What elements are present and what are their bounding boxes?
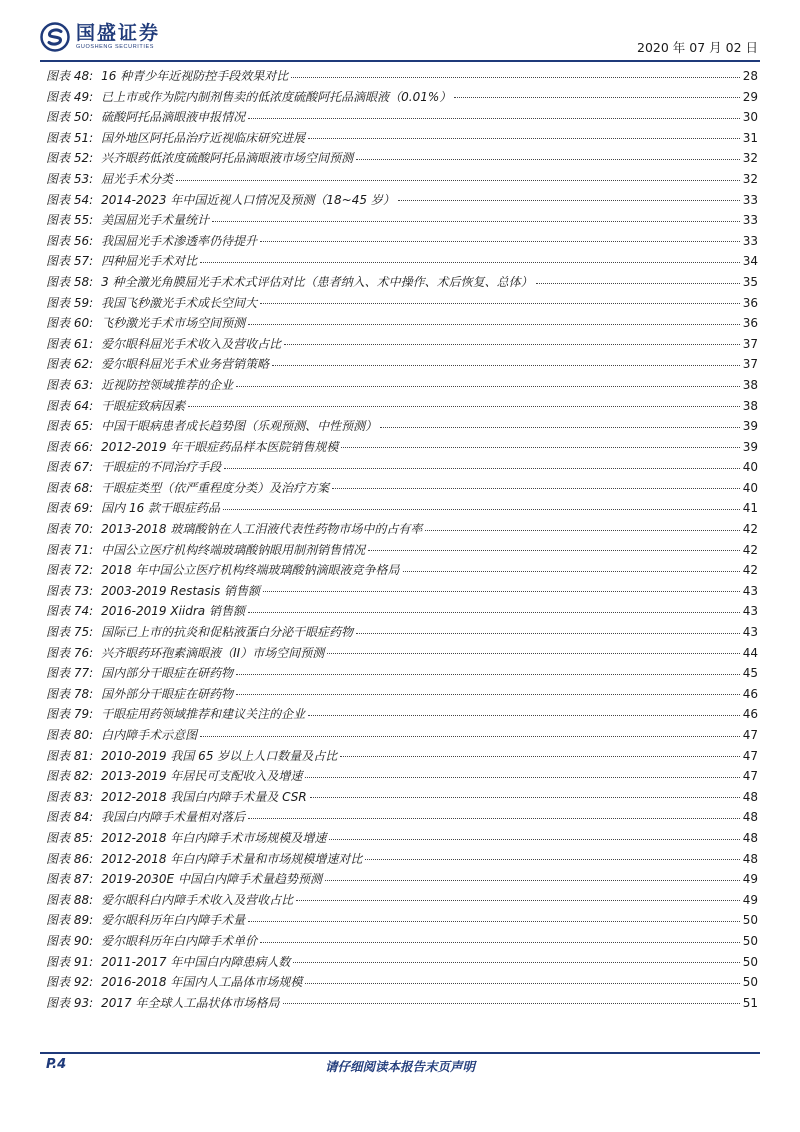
toc-entry[interactable] [46, 890, 758, 911]
toc-page-number: 50 [742, 954, 758, 969]
toc-figure-title: 中国干眼病患者成长趋势图（乐观预测、中性预测） [101, 419, 378, 434]
toc-dot-leader [340, 756, 739, 757]
footer-disclaimer: 请仔细阅读本报告末页声明 [324, 1059, 475, 1074]
toc-page-number: 39 [742, 419, 758, 434]
toc-entry[interactable] [46, 663, 758, 684]
toc-figure-label: 图表 63: [46, 377, 94, 392]
toc-figure-title: 国内部分干眼症在研药物 [101, 666, 234, 681]
toc-figure-label: 图表 86: [46, 851, 94, 866]
toc-figure-label: 图表 51: [46, 130, 94, 145]
toc-figure-title: 爱尔眼科屈光手术收入及营收占比 [101, 336, 282, 351]
toc-figure-label: 图表 69: [46, 501, 94, 516]
toc-entry[interactable] [46, 375, 758, 396]
toc-page-number: 41 [742, 501, 758, 516]
toc-figure-title: 2003-2019 Restasis 销售额 [101, 583, 261, 598]
toc-figure-title: 四种屈光手术对比 [101, 254, 198, 269]
toc-entry[interactable] [46, 952, 758, 973]
toc-figure-label: 图表 48: [46, 69, 94, 83]
toc-page-number: 45 [742, 666, 758, 681]
toc-page-number: 30 [742, 110, 758, 125]
toc-page-number: 46 [742, 686, 758, 701]
toc-figure-title: 国际已上市的抗炎和促粘液蛋白分泌干眼症药物 [101, 625, 354, 640]
toc-figure-title: 国外地区阿托品治疗近视临床研究进展 [101, 130, 306, 145]
header-divider [40, 60, 760, 62]
toc-figure-label: 图表 85: [46, 830, 94, 845]
toc-figure-title: 2018 年中国公立医疗机构终端玻璃酸钠滴眼液竞争格局 [101, 563, 400, 578]
toc-page-number: 48 [742, 830, 758, 845]
toc-page-number: 44 [742, 645, 758, 660]
toc-figure-title: 2013-2018 玻璃酸钠在人工泪液代表性药物市场中的占有率 [101, 522, 423, 537]
toc-dot-leader [305, 983, 739, 984]
toc-figure-title: 2012-2018 我国白内障手术量及 CSR [101, 789, 307, 804]
toc-page-number: 28 [742, 69, 758, 83]
toc-entry[interactable] [46, 128, 758, 149]
toc-dot-leader [368, 550, 740, 551]
toc-page-number: 33 [742, 192, 758, 207]
toc-entry[interactable] [46, 334, 758, 355]
toc-dot-leader [536, 283, 740, 284]
toc-dot-leader [248, 818, 740, 819]
footer-divider [40, 1052, 760, 1054]
guosheng-logo-icon [40, 22, 70, 52]
toc-entry[interactable] [46, 519, 758, 540]
toc-dot-leader [356, 633, 740, 634]
toc-page-number: 36 [742, 295, 758, 310]
toc-entry[interactable] [46, 849, 758, 870]
toc-figure-title: 我国白内障手术量相对落后 [101, 810, 246, 825]
toc-page-number: 47 [742, 748, 758, 763]
toc-entry[interactable] [46, 498, 758, 519]
toc-figure-label: 图表 93: [46, 995, 94, 1010]
toc-figure-label: 图表 89: [46, 913, 94, 928]
toc-dot-leader [263, 591, 740, 592]
toc-entry[interactable] [46, 601, 758, 622]
toc-page-number: 29 [742, 89, 758, 104]
toc-figure-label: 图表 56: [46, 233, 94, 248]
toc-figure-label: 图表 79: [46, 707, 94, 722]
toc-figure-label: 图表 58: [46, 274, 94, 289]
toc-figure-title: 2011-2017 年中国白内障患病人数 [101, 954, 291, 969]
toc-figure-title: 2010-2019 我国 65 岁以上人口数量及占比 [101, 748, 338, 763]
toc-figure-label: 图表 52: [46, 151, 94, 166]
toc-dot-leader [291, 77, 739, 78]
toc-figure-title: 国外部分干眼症在研药物 [101, 686, 234, 701]
toc-entry[interactable] [46, 787, 758, 808]
toc-figure-title: 屈光手术分类 [101, 171, 174, 186]
toc-figure-label: 图表 68: [46, 480, 94, 495]
toc-entry[interactable] [46, 560, 758, 581]
toc-page-number: 46 [742, 707, 758, 722]
logo-chinese-name: 国盛证券 [76, 22, 161, 44]
toc-figure-label: 图表 92: [46, 975, 94, 990]
toc-figure-title: 飞秒激光手术市场空间预测 [101, 316, 246, 331]
toc-page-number: 33 [742, 233, 758, 248]
toc-entry[interactable] [46, 293, 758, 314]
toc-dot-leader [248, 118, 740, 119]
toc-page-number: 31 [742, 130, 758, 145]
toc-figure-label: 图表 50: [46, 110, 94, 125]
toc-page-number: 33 [742, 213, 758, 228]
toc-dot-leader [332, 488, 740, 489]
report-date: 2020 年 07 月 02 日 [637, 40, 758, 55]
logo-english-name: GUOSHENG SECURITIES [76, 44, 155, 50]
toc-page-number: 36 [742, 316, 758, 331]
toc-dot-leader [176, 180, 740, 181]
toc-page-number: 50 [742, 913, 758, 928]
toc-figure-label: 图表 49: [46, 89, 94, 104]
toc-figure-label: 图表 53: [46, 171, 94, 186]
toc-dot-leader [365, 859, 739, 860]
toc-figure-label: 图表 78: [46, 686, 94, 701]
toc-page-number: 39 [742, 439, 758, 454]
toc-entry[interactable] [46, 622, 758, 643]
toc-figure-title: 中国公立医疗机构终端玻璃酸钠眼用制剂销售情况 [101, 542, 366, 557]
toc-dot-leader [329, 839, 739, 840]
toc-figure-label: 图表 57: [46, 254, 94, 269]
toc-figure-label: 图表 64: [46, 398, 94, 413]
toc-figure-title: 2012-2018 年白内障手术市场规模及增速 [101, 830, 327, 845]
toc-entry[interactable] [46, 457, 758, 478]
toc-figure-label: 图表 55: [46, 213, 94, 228]
toc-figure-title: 我国飞秒激光手术成长空间大 [101, 295, 258, 310]
toc-entry[interactable] [46, 478, 758, 499]
figure-index-list [46, 66, 758, 1013]
company-logo [40, 22, 160, 52]
toc-page-number: 49 [742, 872, 758, 887]
toc-figure-label: 图表 87: [46, 872, 94, 887]
toc-figure-label: 图表 74: [46, 604, 94, 619]
toc-entry[interactable] [46, 725, 758, 746]
toc-figure-title: 干眼症的不同治疗手段 [101, 460, 222, 475]
toc-page-number: 51 [742, 995, 758, 1010]
toc-dot-leader [223, 509, 740, 510]
toc-figure-label: 图表 88: [46, 892, 94, 907]
toc-figure-label: 图表 67: [46, 460, 94, 475]
toc-dot-leader [296, 900, 740, 901]
toc-figure-label: 图表 90: [46, 933, 94, 948]
toc-dot-leader [272, 365, 740, 366]
toc-page-number: 35 [742, 274, 758, 289]
toc-figure-title: 兴齐眼药环孢素滴眼液（II）市场空间预测 [101, 645, 325, 660]
toc-page-number: 42 [742, 522, 758, 537]
toc-figure-title: 爱尔眼科屈光手术业务营销策略 [101, 357, 270, 372]
toc-dot-leader [236, 694, 740, 695]
toc-entry[interactable] [46, 416, 758, 437]
toc-entry[interactable] [46, 540, 758, 561]
toc-figure-title: 干眼症致病因素 [101, 398, 186, 413]
toc-dot-leader [188, 406, 740, 407]
toc-page-number: 42 [742, 542, 758, 557]
toc-dot-leader [380, 427, 740, 428]
toc-figure-label: 图表 60: [46, 316, 94, 331]
toc-page-number: 38 [742, 377, 758, 392]
toc-figure-label: 图表 66: [46, 439, 94, 454]
toc-page-number: 50 [742, 933, 758, 948]
toc-page-number: 38 [742, 398, 758, 413]
toc-figure-title: 2017 年全球人工晶状体市场格局 [101, 995, 280, 1010]
toc-entry[interactable] [46, 972, 758, 993]
page-header [0, 0, 800, 62]
toc-entry[interactable] [46, 746, 758, 767]
toc-page-number: 40 [742, 480, 758, 495]
toc-dot-leader [236, 386, 740, 387]
toc-dot-leader [454, 97, 739, 98]
toc-dot-leader [425, 530, 739, 531]
toc-figure-title: 3 种全激光角膜屈光手术术式评估对比（患者纳入、术中操作、术后恢复、总体） [101, 274, 533, 289]
toc-figure-label: 图表 70: [46, 522, 94, 537]
toc-figure-title: 爱尔眼科历年白内障手术单价 [101, 933, 258, 948]
toc-dot-leader [212, 221, 740, 222]
toc-entry[interactable] [46, 828, 758, 849]
toc-page-number: 49 [742, 892, 758, 907]
toc-figure-title: 2012-2019 年干眼症药品样本医院销售规模 [101, 439, 339, 454]
toc-figure-label: 图表 61: [46, 336, 94, 351]
toc-figure-label: 图表 82: [46, 769, 94, 784]
toc-figure-label: 图表 65: [46, 419, 94, 434]
toc-dot-leader [327, 653, 739, 654]
toc-page-number: 34 [742, 254, 758, 269]
toc-dot-leader [248, 612, 740, 613]
toc-figure-title: 白内障手术示意图 [101, 728, 198, 742]
toc-page-number: 42 [742, 563, 758, 578]
toc-dot-leader [308, 715, 740, 716]
toc-figure-title: 2014-2023 年中国近视人口情况及预测（18~45 岁） [101, 192, 395, 207]
toc-figure-title: 16 种青少年近视防控手段效果对比 [101, 69, 289, 83]
toc-figure-label: 图表 73: [46, 583, 94, 598]
toc-entry[interactable] [46, 437, 758, 458]
toc-page-number: 43 [742, 583, 758, 598]
toc-dot-leader [356, 159, 740, 160]
toc-dot-leader [293, 962, 739, 963]
toc-figure-title: 已上市或作为院内制剂售卖的低浓度硫酸阿托品滴眼液（0.01%） [101, 89, 452, 104]
toc-page-number: 48 [742, 810, 758, 825]
toc-figure-title: 2019-2030E 中国白内障手术量趋势预测 [101, 872, 322, 887]
toc-entry[interactable] [46, 169, 758, 190]
toc-dot-leader [325, 880, 740, 881]
toc-figure-label: 图表 80: [46, 728, 94, 742]
toc-figure-title: 硫酸阿托品滴眼液申报情况 [101, 110, 246, 125]
toc-entry[interactable] [46, 87, 758, 108]
toc-entry[interactable] [46, 148, 758, 169]
toc-figure-label: 图表 72: [46, 563, 94, 578]
toc-figure-label: 图表 76: [46, 645, 94, 660]
page-number: P.4 [46, 1057, 67, 1072]
toc-entry[interactable] [46, 704, 758, 725]
toc-dot-leader [310, 797, 740, 798]
toc-dot-leader [236, 674, 740, 675]
toc-dot-leader [305, 777, 739, 778]
toc-figure-label: 图表 84: [46, 810, 94, 825]
toc-page-number: 32 [742, 151, 758, 166]
toc-dot-leader [341, 447, 739, 448]
toc-figure-title: 干眼症类型（依严重程度分类）及治疗方案 [101, 480, 330, 495]
toc-figure-title: 我国屈光手术渗透率仍待提升 [101, 233, 258, 248]
toc-page-number: 40 [742, 460, 758, 475]
toc-entry[interactable] [46, 766, 758, 787]
toc-figure-label: 图表 83: [46, 789, 94, 804]
toc-figure-title: 2016-2019 Xiidra 销售额 [101, 604, 245, 619]
toc-entry[interactable] [46, 869, 758, 890]
toc-entry[interactable] [46, 66, 758, 87]
toc-figure-title: 2013-2019 年居民可支配收入及增速 [101, 769, 303, 784]
toc-entry[interactable] [46, 396, 758, 417]
toc-dot-leader [308, 138, 740, 139]
toc-entry[interactable] [46, 993, 758, 1014]
toc-page-number: 48 [742, 789, 758, 804]
toc-figure-title: 干眼症用药领域推荐和建议关注的企业 [101, 707, 306, 722]
toc-dot-leader [403, 571, 740, 572]
toc-entry[interactable] [46, 190, 758, 211]
toc-dot-leader [283, 1003, 740, 1004]
toc-figure-label: 图表 59: [46, 295, 94, 310]
toc-figure-title: 美国屈光手术量统计 [101, 213, 210, 228]
toc-entry[interactable] [46, 581, 758, 602]
toc-figure-title: 爱尔眼科白内障手术收入及营收占比 [101, 892, 294, 907]
toc-figure-title: 兴齐眼药低浓度硫酸阿托品滴眼液市场空间预测 [101, 151, 354, 166]
toc-dot-leader [248, 324, 740, 325]
toc-dot-leader [260, 942, 740, 943]
toc-page-number: 37 [742, 336, 758, 351]
toc-figure-label: 图表 91: [46, 954, 94, 969]
toc-dot-leader [260, 303, 740, 304]
toc-page-number: 32 [742, 171, 758, 186]
toc-dot-leader [260, 241, 740, 242]
toc-entry[interactable] [46, 210, 758, 231]
toc-figure-title: 国内 16 款干眼症药品 [101, 501, 221, 516]
toc-dot-leader [398, 200, 740, 201]
toc-figure-label: 图表 75: [46, 625, 94, 640]
toc-dot-leader [200, 262, 740, 263]
toc-entry[interactable] [46, 272, 758, 293]
toc-entry[interactable] [46, 807, 758, 828]
toc-page-number: 43 [742, 604, 758, 619]
toc-page-number: 37 [742, 357, 758, 372]
toc-dot-leader [224, 468, 740, 469]
toc-page-number: 47 [742, 728, 758, 742]
toc-figure-label: 图表 81: [46, 748, 94, 763]
toc-page-number: 43 [742, 625, 758, 640]
toc-dot-leader [248, 921, 740, 922]
toc-dot-leader [200, 736, 740, 737]
toc-dot-leader [284, 344, 740, 345]
toc-page-number: 47 [742, 769, 758, 784]
toc-entry[interactable] [46, 910, 758, 931]
toc-entry[interactable] [46, 354, 758, 375]
toc-entry[interactable] [46, 643, 758, 664]
toc-figure-label: 图表 54: [46, 192, 94, 207]
toc-figure-title: 近视防控领域推荐的企业 [101, 377, 234, 392]
toc-page-number: 48 [742, 851, 758, 866]
toc-entry[interactable] [46, 251, 758, 272]
toc-entry[interactable] [46, 931, 758, 952]
toc-figure-label: 图表 71: [46, 542, 94, 557]
toc-entry[interactable] [46, 231, 758, 252]
toc-figure-title: 2016-2018 年国内人工晶体市场规模 [101, 975, 303, 990]
toc-figure-label: 图表 77: [46, 666, 94, 681]
toc-entry[interactable] [46, 313, 758, 334]
toc-entry[interactable] [46, 684, 758, 705]
toc-page-number: 50 [742, 975, 758, 990]
toc-figure-label: 图表 62: [46, 357, 94, 372]
toc-entry[interactable] [46, 107, 758, 128]
toc-figure-title: 2012-2018 年白内障手术量和市场规模增速对比 [101, 851, 363, 866]
toc-figure-title: 爱尔眼科历年白内障手术量 [101, 913, 246, 928]
